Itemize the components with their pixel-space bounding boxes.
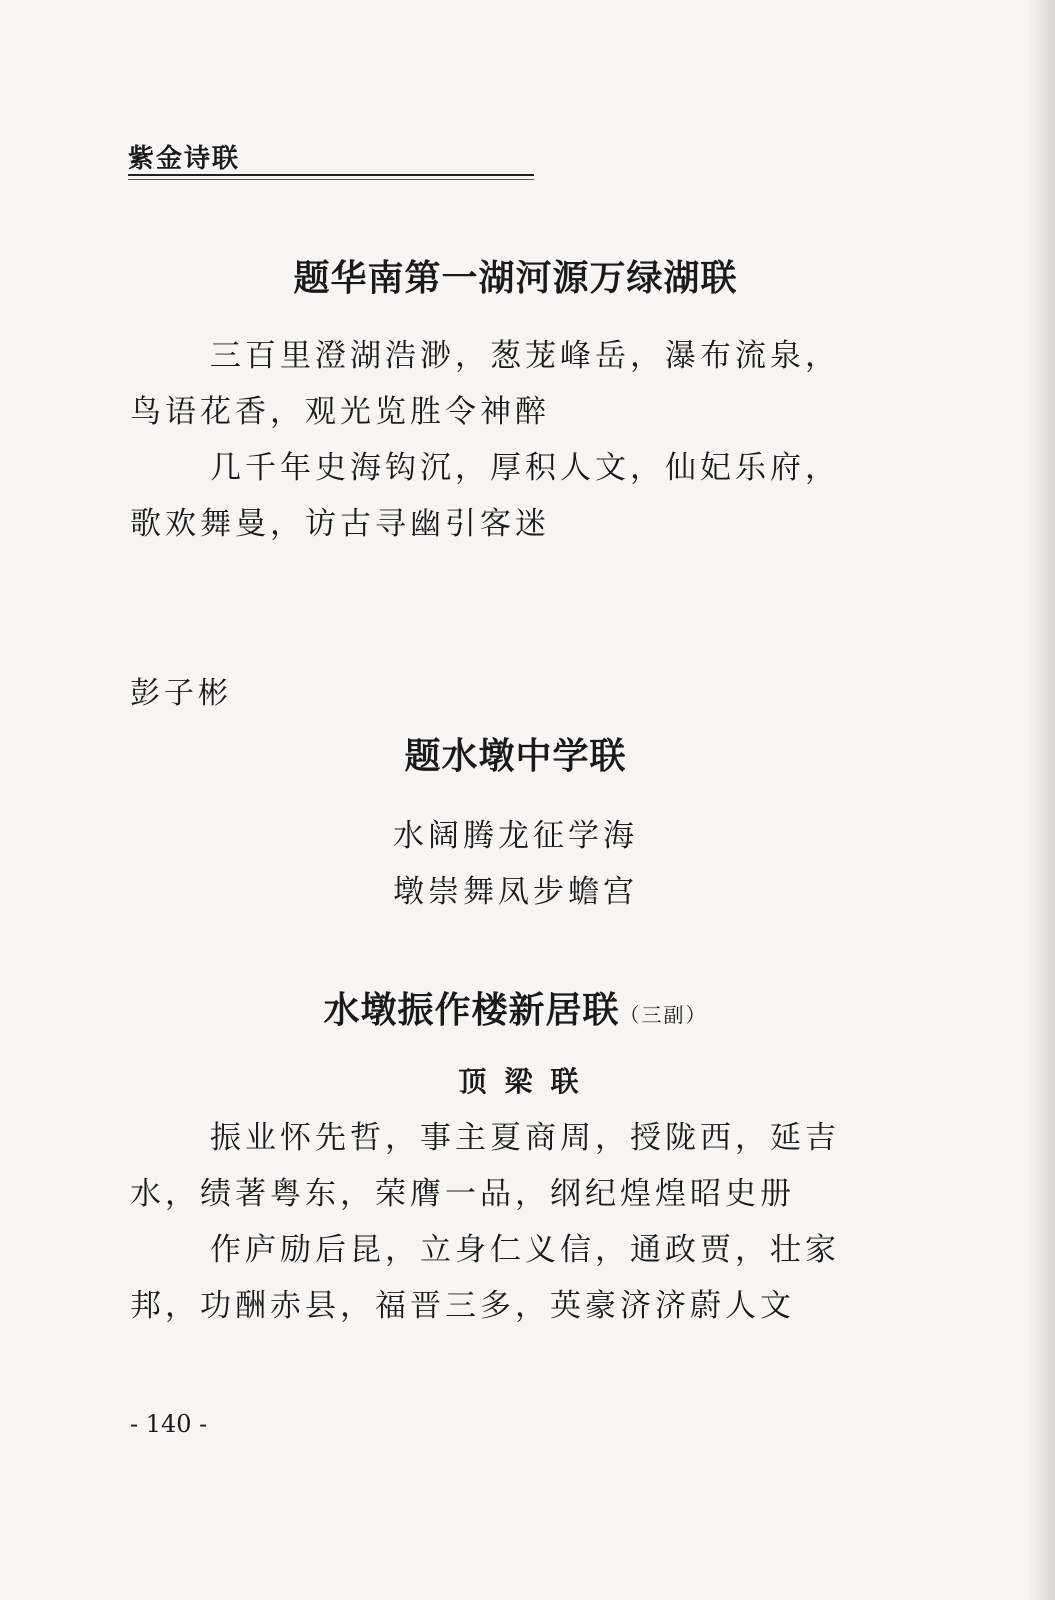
poem3-line1a: 振业怀先哲，事主夏商周，授陇西，延吉 [210,1120,840,1156]
author-name: 彭子彬 [130,676,232,711]
poem1-line1b: 鸟语花香，观光览胜令神醉 [130,394,550,430]
poem3-line2a: 作庐励后昆，立身仁义信，通政贾，壮家 [210,1232,840,1268]
poem3-title-block [0,982,1031,1033]
poem1-line2a: 几千年史海钩沉，厚积人文，仙妃乐府， [210,450,840,486]
poem2-line1: 水阔腾龙征学海 [393,818,638,854]
poem1-body [130,328,930,552]
running-header: 紫金诗联 [128,144,241,174]
poem3-title: 水墩振作楼新居联 [323,990,620,1031]
poem1-line1a: 三百里澄湖浩渺，葱茏峰岳，瀑布流泉， [210,338,840,374]
header-rule [128,174,534,180]
poem2-line2: 墩崇舞凤步蟾宫 [393,874,638,910]
poem3-line1b: 水，绩著粤东，荣膺一品，纲纪煌煌昭史册 [130,1176,795,1212]
poem3-body [130,1110,930,1334]
poem3-line2b: 邦，功酬赤县，福晋三多，英豪济济蔚人文 [130,1288,795,1324]
poem3-note: （三副） [619,1003,708,1027]
page-number: - 140 - [130,1410,208,1438]
poem2-title: 题水墩中学联 [404,736,627,777]
page-edge-shadow [1031,0,1055,1600]
poem1-line2b: 歌欢舞曼，访古寻幽引客迷 [130,506,550,542]
poem1-title: 题华南第一湖河源万绿湖联 [293,258,738,299]
poem3-subtitle: 顶梁联 [458,1065,597,1098]
